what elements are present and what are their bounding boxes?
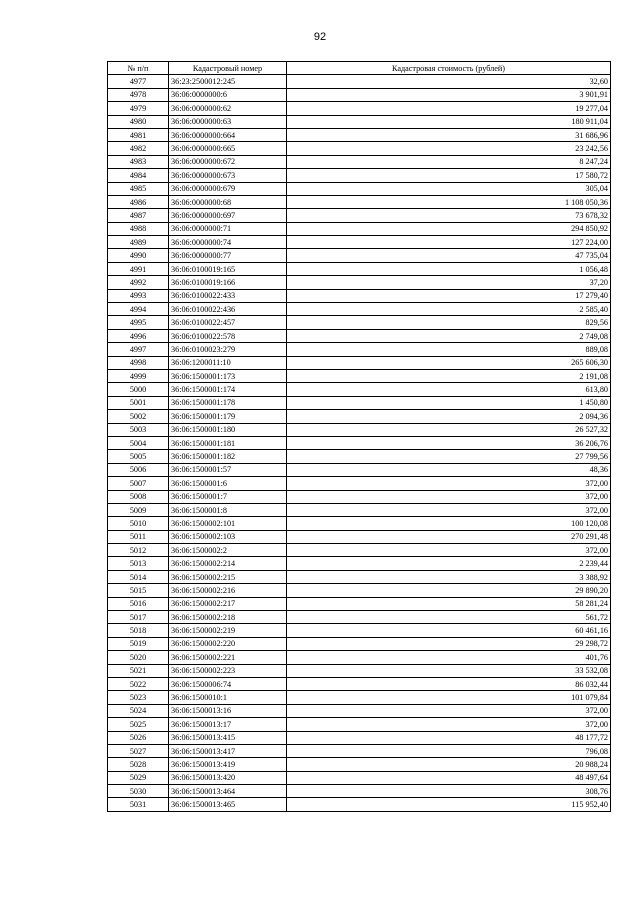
cadastral-value-cell: 305,04 xyxy=(287,182,611,195)
cadastral-number-cell: 36:06:1500001:179 xyxy=(169,410,287,423)
cadastral-value-cell: 100 120,08 xyxy=(287,517,611,530)
cadastral-number-cell: 36:06:1500002:219 xyxy=(169,624,287,637)
row-number-cell: 4986 xyxy=(108,195,169,208)
row-number-cell: 5002 xyxy=(108,410,169,423)
table-row xyxy=(108,195,611,208)
cadastral-value-cell: 60 461,16 xyxy=(287,624,611,637)
cadastral-number-cell: 36:23:2500012:245 xyxy=(169,75,287,88)
cadastral-number-cell: 36:06:1500013:16 xyxy=(169,704,287,717)
cadastral-number-cell: 36:06:1500001:173 xyxy=(169,369,287,382)
cadastral-value-cell: 1 056,48 xyxy=(287,262,611,275)
row-number-cell: 5024 xyxy=(108,704,169,717)
table-row xyxy=(108,155,611,168)
cadastral-number-cell: 36:06:1500010:1 xyxy=(169,691,287,704)
row-number-cell: 5023 xyxy=(108,691,169,704)
cadastral-value-cell: 23 242,56 xyxy=(287,142,611,155)
cadastral-value-cell: 29 890,20 xyxy=(287,584,611,597)
cadastral-value-cell: 3 388,92 xyxy=(287,570,611,583)
row-number-cell: 4981 xyxy=(108,128,169,141)
row-number-cell: 4995 xyxy=(108,316,169,329)
cadastral-value-cell: 401,76 xyxy=(287,651,611,664)
table-row xyxy=(108,798,611,811)
table-row xyxy=(108,785,611,798)
table-row xyxy=(108,343,611,356)
cadastral-number-cell: 36:06:0000000:673 xyxy=(169,169,287,182)
table-row xyxy=(108,423,611,436)
table-row xyxy=(108,691,611,704)
row-number-cell: 4997 xyxy=(108,343,169,356)
cadastral-number-cell: 36:06:1500013:465 xyxy=(169,798,287,811)
row-number-cell: 4987 xyxy=(108,209,169,222)
cadastral-value-cell: 372,00 xyxy=(287,704,611,717)
row-number-cell: 5012 xyxy=(108,544,169,557)
table-row xyxy=(108,744,611,757)
cadastral-value-cell: 8 247,24 xyxy=(287,155,611,168)
cadastral-number-cell: 36:06:0100019:165 xyxy=(169,262,287,275)
cadastral-number-cell: 36:06:0000000:77 xyxy=(169,249,287,262)
cadastral-value-cell: 37,20 xyxy=(287,276,611,289)
row-number-cell: 4980 xyxy=(108,115,169,128)
cadastral-value-cell: 2 749,08 xyxy=(287,329,611,342)
table-row xyxy=(108,383,611,396)
cadastral-value-cell: 20 988,24 xyxy=(287,758,611,771)
table-row xyxy=(108,597,611,610)
row-number-cell: 5013 xyxy=(108,557,169,570)
row-number-cell: 4979 xyxy=(108,102,169,115)
row-number-cell: 5030 xyxy=(108,785,169,798)
cadastral-number-cell: 36:06:1500001:180 xyxy=(169,423,287,436)
cadastral-value-cell: 19 277,04 xyxy=(287,102,611,115)
row-number-cell: 4998 xyxy=(108,356,169,369)
table-row xyxy=(108,651,611,664)
cadastral-number-cell: 36:06:0100022:578 xyxy=(169,329,287,342)
row-number-cell: 5010 xyxy=(108,517,169,530)
cadastral-number-cell: 36:06:1500002:216 xyxy=(169,584,287,597)
cadastral-value-cell: 48,36 xyxy=(287,463,611,476)
table-row xyxy=(108,289,611,302)
row-number-cell: 5020 xyxy=(108,651,169,664)
table-row xyxy=(108,142,611,155)
cadastral-number-cell: 36:06:1500002:221 xyxy=(169,651,287,664)
cadastral-value-cell: 294 850,92 xyxy=(287,222,611,235)
row-number-cell: 5025 xyxy=(108,718,169,731)
row-number-cell: 5000 xyxy=(108,383,169,396)
header-row xyxy=(108,62,611,75)
table-row xyxy=(108,611,611,624)
table-row xyxy=(108,677,611,690)
row-number-cell: 5017 xyxy=(108,611,169,624)
row-number-cell: 5003 xyxy=(108,423,169,436)
row-number-cell: 5004 xyxy=(108,436,169,449)
cadastral-number-cell: 36:06:1500002:215 xyxy=(169,570,287,583)
row-number-cell: 5005 xyxy=(108,450,169,463)
cadastral-value-cell: 17 580,72 xyxy=(287,169,611,182)
cadastral-number-cell: 36:06:1500001:178 xyxy=(169,396,287,409)
cadastral-number-cell: 36:06:1500013:417 xyxy=(169,744,287,757)
page-number: 92 xyxy=(313,31,327,43)
table-row xyxy=(108,758,611,771)
cadastral-number-cell: 36:06:0000000:63 xyxy=(169,115,287,128)
cadastral-number-cell: 36:06:1500001:8 xyxy=(169,503,287,516)
row-number-cell: 4977 xyxy=(108,75,169,88)
table-row xyxy=(108,356,611,369)
cadastral-value-cell: 73 678,32 xyxy=(287,209,611,222)
row-number-cell: 4999 xyxy=(108,369,169,382)
table-row xyxy=(108,490,611,503)
cadastral-value-cell: 127 224,00 xyxy=(287,236,611,249)
row-number-cell: 5016 xyxy=(108,597,169,610)
row-number-cell: 4984 xyxy=(108,169,169,182)
cadastral-value-cell: 29 298,72 xyxy=(287,637,611,650)
table-row xyxy=(108,249,611,262)
cadastral-value-cell: 889,08 xyxy=(287,343,611,356)
row-number-cell: 5007 xyxy=(108,477,169,490)
cadastral-value-cell: 372,00 xyxy=(287,503,611,516)
cadastral-value-cell: 1 108 050,36 xyxy=(287,195,611,208)
cadastral-value-cell: 101 079,84 xyxy=(287,691,611,704)
cadastral-value-cell: 308,76 xyxy=(287,785,611,798)
row-number-cell: 4983 xyxy=(108,155,169,168)
cadastral-value-cell: 372,00 xyxy=(287,490,611,503)
cadastral-value-cell: 86 032,44 xyxy=(287,677,611,690)
cadastral-value-cell: 48 497,64 xyxy=(287,771,611,784)
cadastral-value-cell: 829,56 xyxy=(287,316,611,329)
row-number-cell: 5022 xyxy=(108,677,169,690)
cadastral-number-cell: 36:06:1500006:74 xyxy=(169,677,287,690)
cadastral-number-cell: 36:06:1500002:103 xyxy=(169,530,287,543)
cadastral-value-cell: 32,60 xyxy=(287,75,611,88)
row-number-cell: 5011 xyxy=(108,530,169,543)
table-row xyxy=(108,517,611,530)
table-row xyxy=(108,276,611,289)
table-row xyxy=(108,369,611,382)
cadastral-number-cell: 36:06:1500001:7 xyxy=(169,490,287,503)
cadastral-number-cell: 36:06:1500001:182 xyxy=(169,450,287,463)
table-row xyxy=(108,557,611,570)
cadastral-value-cell: 796,08 xyxy=(287,744,611,757)
table-row xyxy=(108,503,611,516)
cadastral-number-cell: 36:06:1500002:218 xyxy=(169,611,287,624)
row-number-cell: 5009 xyxy=(108,503,169,516)
table-row xyxy=(108,463,611,476)
row-number-cell: 5019 xyxy=(108,637,169,650)
cadastral-value-cell: 265 606,30 xyxy=(287,356,611,369)
cadastral-number-cell: 36:06:0100019:166 xyxy=(169,276,287,289)
cadastral-number-cell: 36:06:0000000:665 xyxy=(169,142,287,155)
cadastral-value-cell: 561,72 xyxy=(287,611,611,624)
cadastral-number-cell: 36:06:1500001:57 xyxy=(169,463,287,476)
cadastral-value-table xyxy=(107,61,611,812)
cadastral-number-cell: 36:06:1500013:17 xyxy=(169,718,287,731)
table-row xyxy=(108,544,611,557)
table-row xyxy=(108,570,611,583)
cadastral-number-cell: 36:06:0000000:74 xyxy=(169,236,287,249)
table-row xyxy=(108,209,611,222)
cadastral-number-cell: 36:06:1500002:2 xyxy=(169,544,287,557)
table-row xyxy=(108,329,611,342)
cadastral-number-cell: 36:06:1500001:181 xyxy=(169,436,287,449)
cadastral-number-cell: 36:06:0100022:457 xyxy=(169,316,287,329)
cadastral-number-cell: 36:06:1500001:174 xyxy=(169,383,287,396)
cadastral-number-cell: 36:06:0100023:279 xyxy=(169,343,287,356)
row-number-cell: 4989 xyxy=(108,236,169,249)
row-number-cell: 5001 xyxy=(108,396,169,409)
cadastral-value-cell: 372,00 xyxy=(287,544,611,557)
cadastral-number-cell: 36:06:0100022:436 xyxy=(169,303,287,316)
column-header-cadastral-value: Кадастровая стоимость (рублей) xyxy=(287,62,611,75)
cadastral-number-cell: 36:06:1500001:6 xyxy=(169,477,287,490)
table-row xyxy=(108,303,611,316)
cadastral-number-cell: 36:06:1500002:214 xyxy=(169,557,287,570)
row-number-cell: 5014 xyxy=(108,570,169,583)
table-row xyxy=(108,637,611,650)
cadastral-value-cell: 613,80 xyxy=(287,383,611,396)
cadastral-value-cell: 372,00 xyxy=(287,477,611,490)
cadastral-value-cell: 47 735,04 xyxy=(287,249,611,262)
row-number-cell: 5031 xyxy=(108,798,169,811)
table-row xyxy=(108,115,611,128)
cadastral-value-cell: 2 191,08 xyxy=(287,369,611,382)
cadastral-value-cell: 2 094,36 xyxy=(287,410,611,423)
cadastral-value-cell: 33 532,08 xyxy=(287,664,611,677)
cadastral-value-cell: 2 239,44 xyxy=(287,557,611,570)
row-number-cell: 5021 xyxy=(108,664,169,677)
cadastral-value-cell: 26 527,32 xyxy=(287,423,611,436)
table-row xyxy=(108,222,611,235)
table-row xyxy=(108,530,611,543)
table-row xyxy=(108,88,611,101)
cadastral-value-cell: 27 799,56 xyxy=(287,450,611,463)
cadastral-number-cell: 36:06:1500002:223 xyxy=(169,664,287,677)
cadastral-number-cell: 36:06:0100022:433 xyxy=(169,289,287,302)
cadastral-number-cell: 36:06:0000000:71 xyxy=(169,222,287,235)
row-number-cell: 4988 xyxy=(108,222,169,235)
cadastral-value-cell: 58 281,24 xyxy=(287,597,611,610)
cadastral-value-cell: 270 291,48 xyxy=(287,530,611,543)
cadastral-value-cell: 36 206,76 xyxy=(287,436,611,449)
cadastral-value-cell: 180 911,04 xyxy=(287,115,611,128)
row-number-cell: 4992 xyxy=(108,276,169,289)
column-header-cadastral-number: Кадастровый номер xyxy=(169,62,287,75)
row-number-cell: 5029 xyxy=(108,771,169,784)
cadastral-number-cell: 36:06:0000000:664 xyxy=(169,128,287,141)
table-row xyxy=(108,128,611,141)
cadastral-number-cell: 36:06:1200011:10 xyxy=(169,356,287,369)
table-row xyxy=(108,410,611,423)
cadastral-value-cell: 3 901,91 xyxy=(287,88,611,101)
table-row xyxy=(108,624,611,637)
row-number-cell: 4978 xyxy=(108,88,169,101)
table-row xyxy=(108,182,611,195)
row-number-cell: 5008 xyxy=(108,490,169,503)
table-body xyxy=(108,75,611,811)
cadastral-number-cell: 36:06:0000000:6 xyxy=(169,88,287,101)
table-row xyxy=(108,396,611,409)
cadastral-number-cell: 36:06:0000000:672 xyxy=(169,155,287,168)
cadastral-number-cell: 36:06:1500013:415 xyxy=(169,731,287,744)
table-row xyxy=(108,102,611,115)
cadastral-number-cell: 36:06:1500013:419 xyxy=(169,758,287,771)
row-number-cell: 4990 xyxy=(108,249,169,262)
row-number-cell: 4991 xyxy=(108,262,169,275)
cadastral-number-cell: 36:06:1500002:101 xyxy=(169,517,287,530)
cadastral-number-cell: 36:06:1500002:220 xyxy=(169,637,287,650)
table-row xyxy=(108,316,611,329)
cadastral-value-cell: 372,00 xyxy=(287,718,611,731)
table-row xyxy=(108,262,611,275)
table-row xyxy=(108,450,611,463)
cadastral-value-cell: 48 177,72 xyxy=(287,731,611,744)
table-row xyxy=(108,236,611,249)
table-row xyxy=(108,718,611,731)
table-row xyxy=(108,477,611,490)
cadastral-number-cell: 36:06:1500013:464 xyxy=(169,785,287,798)
cadastral-number-cell: 36:06:0000000:68 xyxy=(169,195,287,208)
table-row xyxy=(108,704,611,717)
row-number-cell: 5015 xyxy=(108,584,169,597)
row-number-cell: 5027 xyxy=(108,744,169,757)
cadastral-number-cell: 36:06:1500002:217 xyxy=(169,597,287,610)
cadastral-value-cell: 1 450,80 xyxy=(287,396,611,409)
table-row xyxy=(108,584,611,597)
row-number-cell: 4982 xyxy=(108,142,169,155)
row-number-cell: 5018 xyxy=(108,624,169,637)
table-row xyxy=(108,436,611,449)
cadastral-value-cell: 115 952,40 xyxy=(287,798,611,811)
table-row xyxy=(108,75,611,88)
table-row xyxy=(108,169,611,182)
table-row xyxy=(108,731,611,744)
cadastral-number-cell: 36:06:0000000:679 xyxy=(169,182,287,195)
row-number-cell: 4993 xyxy=(108,289,169,302)
table-row xyxy=(108,771,611,784)
table-header xyxy=(108,62,611,75)
cadastral-value-cell: 31 686,96 xyxy=(287,128,611,141)
row-number-cell: 5026 xyxy=(108,731,169,744)
row-number-cell: 5006 xyxy=(108,463,169,476)
cadastral-number-cell: 36:06:0000000:697 xyxy=(169,209,287,222)
cadastral-number-cell: 36:06:0000000:62 xyxy=(169,102,287,115)
cadastral-value-cell: 17 279,40 xyxy=(287,289,611,302)
cadastral-value-cell: 2 585,40 xyxy=(287,303,611,316)
column-header-number: № п/п xyxy=(108,62,169,75)
row-number-cell: 4994 xyxy=(108,303,169,316)
row-number-cell: 4996 xyxy=(108,329,169,342)
row-number-cell: 5028 xyxy=(108,758,169,771)
table-row xyxy=(108,664,611,677)
cadastral-number-cell: 36:06:1500013:420 xyxy=(169,771,287,784)
row-number-cell: 4985 xyxy=(108,182,169,195)
